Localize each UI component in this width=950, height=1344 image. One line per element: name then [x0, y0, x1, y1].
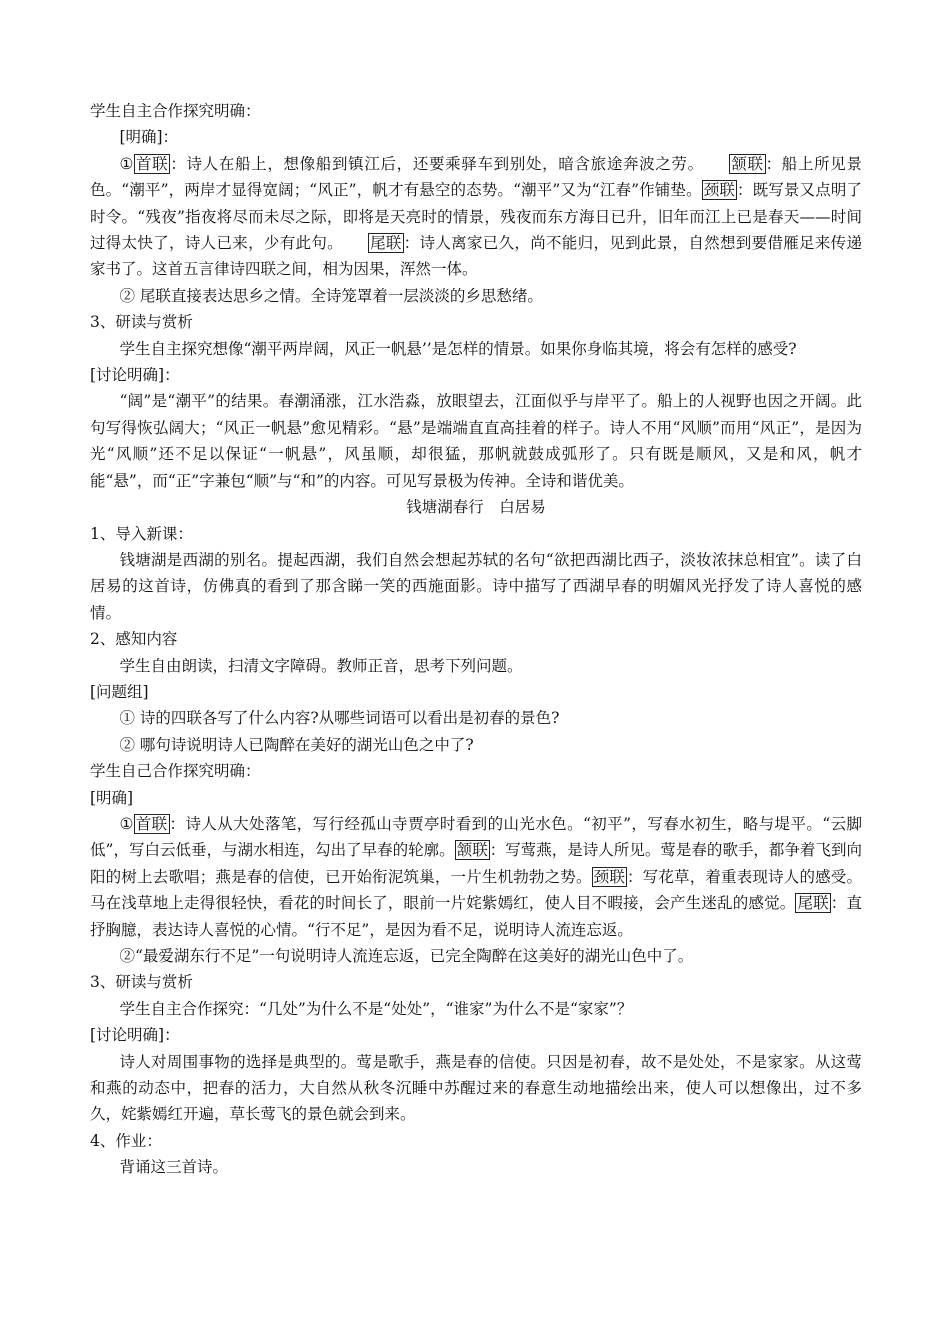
discuss-label-b: [讨论明确]： [90, 1026, 180, 1045]
item-number: ① [119, 154, 134, 173]
hanlian-label: 颔联 [730, 154, 764, 173]
weilian-text: ：诗人离家已久，尚不能归，见到此景，自然想到要借雁足来传递家书了。这首五言律诗四联之间，相为因果，浑然一体。 [90, 234, 862, 279]
question-2: ② 哪句诗说明诗人已陶醉在美好的湖光山色之中了? [119, 735, 474, 754]
answer-item-2-b: ②“最爱湖东行不足”一句说明诗人流连忘返，已完全陶醉在这美好的湖光山色中了。 [119, 947, 694, 965]
section-heading-3: 3、研读与赏析 [90, 313, 193, 332]
read-instruction: 学生自由朗读，扫清文字障碍。教师正音，思考下列问题。 [119, 656, 523, 675]
answer-item-1 [90, 151, 862, 283]
jinglian-label: 颈联 [593, 867, 625, 886]
discuss-label: [讨论明确]： [90, 366, 180, 385]
intro-paragraph: 钱塘湖是西湖的别名。提起西湖，我们自然会想起苏轼的名句“欲把西湖比西子，淡妆浓抹总相宜”。读了白居易的这首诗，仿佛真的看到了那含睇一笑的西施面影。诗中描写了西湖早春的明媚风光抒发了诗人喜悦的感情。 [90, 550, 862, 622]
discuss-answer-b: 诗人对周围事物的选择是典型的。莺是歌手，燕是春的信使。只因是初春，故不是处处，不是家家。从这莺和燕的动态中，把春的活力，大自然从秋冬沉睡中苏醒过来的春意生动地描绘出来，使人可以想像出，过不多久，姹紫嫣红开遍，草长莺飞的景色就会到来。 [90, 1052, 862, 1124]
weilian-text: ：直抒胸臆，表达诗人喜悦的心情。“行不足”，是因为看不足，说明诗人流连忘返。 [90, 894, 862, 939]
weilian-label: 尾联 [797, 894, 829, 913]
poem-title: 钱塘湖春行 白居易 [406, 498, 546, 517]
section-heading-3-b: 3、研读与赏析 [90, 973, 193, 992]
homework: 背诵这三首诗。 [119, 1158, 228, 1177]
explore-question-b: 学生自主合作探究：“几处”为什么不是“处处”，“谁家”为什么不是“家家”？ [119, 999, 633, 1018]
jinglian-text: ：写花草，着重表现诗人的感受。马在浅草地上走得很轻快，看花的时间长了，眼前一片姹紫嫣红，使人目不暇接，会产生迷乱的感觉。 [90, 867, 862, 913]
discuss-answer: “阔”是“潮平”的结果。春潮涌涨，江水浩淼，放眼望去，江面似乎与岸平了。船上的人视野也因之开阔。此句写得恢弘阔大；“风正一帆悬”愈见精彩。“悬”是端端直直高挂着的样子。诗人不用“风顺”而用“风正”，是因为光“风顺”还不足以保证“一帆悬”，风虽顺，却很猛，那帆就鼓成弧形了。只有既是顺风，又是和风，帆才能“悬”，而“正”字兼包“顺”与“和”的内容。可见写景极为传神。全诗和谐优美。 [90, 392, 862, 490]
mingque-label: [明确]： [119, 128, 179, 147]
hanlian-label: 颔联 [456, 841, 488, 860]
shoulian-label: 首联 [135, 814, 168, 833]
item-number: ① [119, 814, 134, 833]
section-heading-4: 4、作业： [90, 1131, 162, 1150]
hanlian-text: ：船上所见景色。“潮平”，两岸才显得宽阔；“风正”，帆才有悬空的态势。“潮平”又为“江春”作铺垫。 [90, 154, 862, 200]
section-heading-1: 1、导入新课： [90, 524, 193, 543]
explore-question: 学生自主探究想像“潮平两岸阔，风正一帆悬’’是怎样的情景。如果你身临其境，将会有怎样的感受? [119, 339, 797, 358]
mingque-label-2: [明确] [90, 788, 134, 807]
weilian-label: 尾联 [369, 234, 402, 253]
question-1: ① 诗的四联各写了什么内容?从哪些词语可以看出是初春的景色? [119, 709, 560, 728]
hanlian-text: ：写莺燕，是诗人所见。莺是春的歌手，都争着飞到向阳的树上去歌唱；燕是春的信使，已开始衔泥筑巢，一片生机勃勃之势。 [90, 841, 862, 886]
jinglian-text: ：既写景又点明了时令。“残夜”指夜将尽而未尽之际，即将是天亮时的情景，残夜而东方海日已升，旧年而江上已是春天——时间过得太快了，诗人已来，少有此句。 [90, 181, 862, 253]
shoulian-text: ：诗人在船上，想像船到镇江后，还要乘驿车到别处，暗含旅途奔波之劳。 [170, 154, 704, 173]
section-heading-2: 2、感知内容 [90, 630, 178, 649]
explore-intro-2: 学生自己合作探究明确： [90, 762, 261, 781]
shoulian-label: 首联 [136, 154, 169, 173]
explore-intro: 学生自主合作探究明确： [90, 102, 261, 120]
document-page [90, 98, 862, 1181]
question-group-label: [问题组] [90, 682, 149, 701]
jinglian-label: 颈联 [703, 181, 735, 200]
shoulian-text: ：诗人从大处落笔，写行经孤山寺贾亭时看到的山光水色。“初平”，写春水初生，略与堤平。“云脚低”，写白云低垂，与湖水相连，勾出了早春的轮廓。 [90, 814, 862, 860]
answer-item-1-b [90, 811, 862, 943]
answer-item-2: ② 尾联直接表达思乡之情。全诗笼罩着一层淡淡的乡思愁绪。 [119, 286, 543, 305]
